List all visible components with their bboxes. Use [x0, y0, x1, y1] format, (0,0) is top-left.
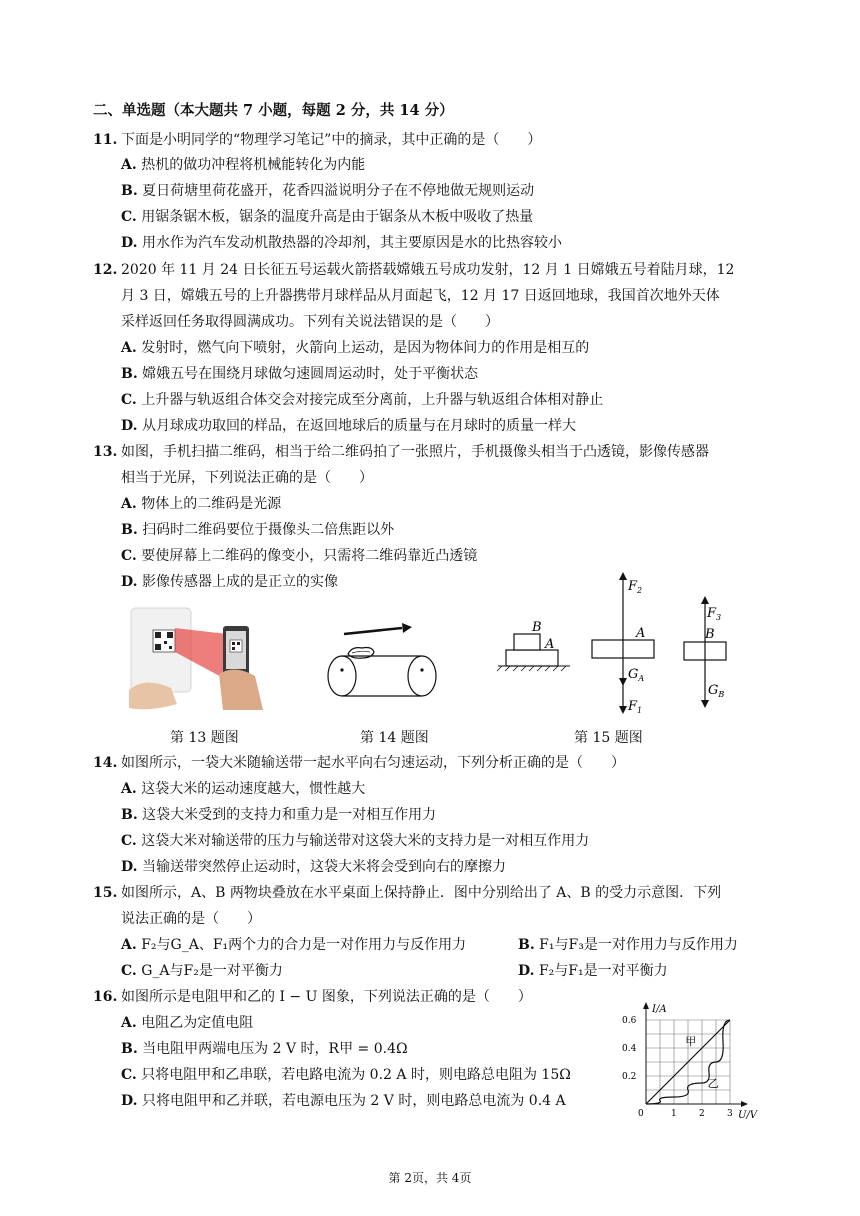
option-text: F₁与F₃是一对作用力与反作用力: [539, 937, 738, 953]
option-text: 热机的做功冲程将机械能转化为内能: [141, 157, 366, 173]
question-number: 12.: [93, 262, 118, 278]
arrow-head-icon: [402, 623, 412, 633]
arrow-head-icon: [619, 572, 627, 580]
option-letter: C.: [121, 963, 137, 979]
x-axis-arrow-icon: [741, 1101, 748, 1107]
option-letter: C.: [121, 392, 137, 408]
question-number: 16.: [93, 989, 118, 1005]
option-text: F₂与G_A、F₁两个力的合力是一对作用力与反作用力: [141, 937, 467, 953]
series-label-2: 乙: [707, 1077, 719, 1091]
force-label-f2: $F_2$: [628, 579, 643, 595]
figure-14-caption: 第 14 题图: [360, 730, 429, 746]
option-letter: D.: [121, 574, 138, 590]
option-letter: A.: [121, 781, 137, 797]
question-number: 11.: [93, 132, 118, 148]
option-letter: D.: [121, 859, 138, 875]
force-label-f3: $F_3$: [707, 606, 722, 622]
figure-15-force-diagrams: [494, 570, 734, 720]
arrow-head-icon: [701, 700, 709, 708]
section-title: 二、单选题（本大题共 7 小题，每题 2 分，共 14 分）: [93, 102, 454, 119]
option-text: 当输送带突然停止运动时，这袋大米将会受到向右的摩擦力: [141, 859, 506, 875]
question-stem: 如图所示，A、B 两物块叠放在水平桌面上保持静止．图中分别给出了 A、B 的受力示意图．下列: [121, 885, 722, 901]
arrow-head-icon: [701, 596, 709, 604]
question-stem: 如图，手机扫描二维码，相当于给二维码拍了一张照片，手机摄像头相当于凸透镜，影像传感器: [121, 444, 709, 460]
arrow-head-icon: [619, 706, 627, 714]
option-text: 只将电阻甲和乙串联，若电路电流为 0.2 A 时，则电路总电阻为 15Ω: [141, 1067, 571, 1083]
option-text: 发射时，燃气向下喷射，火箭向上运动，是因为物体间力的作用是相互的: [141, 340, 590, 356]
label-b-diagram: B: [705, 627, 715, 642]
roller-left: [328, 656, 356, 696]
label-b: B: [532, 620, 542, 635]
option-letter: D.: [121, 1093, 138, 1109]
velocity-arrow: [344, 628, 402, 634]
y-tick-label: 0.6: [622, 1016, 637, 1026]
y-axis-arrow-icon: [643, 1002, 649, 1009]
option-letter: B.: [121, 183, 138, 199]
block-b: [514, 634, 540, 650]
question-stem: 2020 年 11 月 24 日长征五号运载火箭搭载嫦娥五号成功发射，12 月 1 日嫦娥五号着陆月球，12: [121, 262, 735, 278]
option-letter: C.: [121, 209, 137, 225]
option-text: 这袋大米受到的支持力和重力是一对相互作用力: [142, 807, 437, 823]
option-text: 从月球成功取回的样品，在返回地球后的质量与在月球时的质量一样大: [141, 418, 576, 434]
option-text: 影像传感器上成的是正立的实像: [141, 574, 338, 590]
option-letter: D.: [518, 963, 535, 979]
option-letter: A.: [121, 496, 137, 512]
option-text: G_A与F₂是一对平衡力: [141, 963, 283, 979]
x-tick-label: 1: [671, 1109, 677, 1119]
question-stem: 月 3 日，嫦娥五号的上升器携带月球样品从月面起飞，12 月 17 日返回地球，我国首次地外天体: [121, 288, 720, 304]
option-letter: B.: [121, 807, 138, 823]
figure-13-caption: 第 13 题图: [170, 730, 239, 746]
option-text: F₂与F₁是一对平衡力: [538, 963, 668, 979]
question-number: 13.: [93, 444, 118, 460]
x-axis-label: U/V: [738, 1110, 758, 1121]
force-label-f1: $F_1$: [628, 699, 643, 715]
page-footer: 第 2页，共 4页: [388, 1171, 472, 1185]
option-text: 夏日荷塘里荷花盛开，花香四溢说明分子在不停地做无规则运动: [142, 183, 535, 199]
arrow-head-icon: [619, 678, 627, 686]
series-label-1: 甲: [685, 1035, 697, 1049]
question-stem: 相当于光屏，下列说法正确的是（ ）: [121, 470, 373, 486]
question-stem: 说法正确的是（ ）: [121, 911, 261, 927]
x-tick-label: 2: [699, 1109, 705, 1119]
label-a: A: [545, 637, 555, 652]
option-letter: A.: [121, 937, 137, 953]
option-text: 扫码时二维码要位于摄像头二倍焦距以外: [142, 522, 395, 538]
y-axis-label: I/A: [652, 1004, 667, 1015]
x-tick-label: 3: [727, 1109, 733, 1119]
question-stem: 如图所示是电阻甲和乙的 I − U 图象，下列说法正确的是（ ）: [121, 989, 532, 1005]
block-a: [506, 650, 558, 666]
label-a-diagram: A: [636, 626, 646, 641]
option-letter: A.: [121, 157, 137, 173]
figure-16-iu-chart: [618, 1000, 768, 1122]
y-tick-label: 0.2: [622, 1072, 637, 1082]
option-letter: D.: [121, 418, 138, 434]
option-text: 电阻乙为定值电阻: [141, 1015, 254, 1031]
option-letter: A.: [121, 1015, 137, 1031]
roller-right: [408, 656, 436, 696]
option-letter: C.: [121, 1067, 137, 1083]
option-letter: C.: [121, 548, 137, 564]
figure-14-conveyor: [322, 620, 442, 700]
option-text: 物体上的二维码是光源: [141, 496, 282, 512]
option-letter: A.: [121, 340, 137, 356]
question-stem: 如图所示，一袋大米随输送带一起水平向右匀速运动，下列分析正确的是（ ）: [121, 755, 625, 771]
option-text: 这袋大米的运动速度越大，惯性越大: [141, 781, 366, 797]
option-letter: D.: [121, 235, 138, 251]
question-stem: 采样返回任务取得圆满成功。下列有关说法错误的是（ ）: [121, 314, 499, 330]
y-tick-label: 0.4: [622, 1044, 637, 1054]
option-text: 要使屏幕上二维码的像变小，只需将二维码靠近凸透镜: [141, 548, 478, 564]
question-stem: 下面是小明同学的“物理学习笔记”中的摘录，其中正确的是（ ）: [121, 132, 542, 148]
x-tick-label: 0: [638, 1109, 644, 1119]
question-number: 14.: [93, 755, 118, 771]
option-text: 用水作为汽车发动机散热器的冷却剂，其主要原因是水的比热容较小: [141, 235, 562, 251]
option-letter: B.: [121, 366, 138, 382]
figure-15-caption: 第 15 题图: [574, 730, 643, 746]
force-label-ga: $G_A$: [628, 667, 645, 683]
option-text: 用锯条锯木板，锯条的温度升高是由于锯条从木板中吸收了热量: [141, 209, 534, 225]
option-text: 上升器与轨返组合体交会对接完成至分离前，上升器与轨返组合体相对静止: [141, 392, 604, 408]
option-letter: B.: [121, 1041, 138, 1057]
option-letter: B.: [121, 522, 138, 538]
figure-13-qr-scan: [127, 604, 267, 712]
option-letter: B.: [518, 937, 535, 953]
option-text: 只将电阻甲和乙并联，若电源电压为 2 V 时，则电路总电流为 0.4 A: [141, 1093, 566, 1109]
option-text: 当电阻甲两端电压为 2 V 时，R甲 = 0.4Ω: [142, 1041, 408, 1057]
option-letter: C.: [121, 833, 137, 849]
question-number: 15.: [93, 885, 118, 901]
force-label-gb: $G_B$: [708, 683, 725, 699]
option-text: 嫦娥五号在围绕月球做匀速圆周运动时，处于平衡状态: [142, 366, 479, 382]
option-text: 这袋大米对输送带的压力与输送带对这袋大米的支持力是一对相互作用力: [141, 833, 590, 849]
